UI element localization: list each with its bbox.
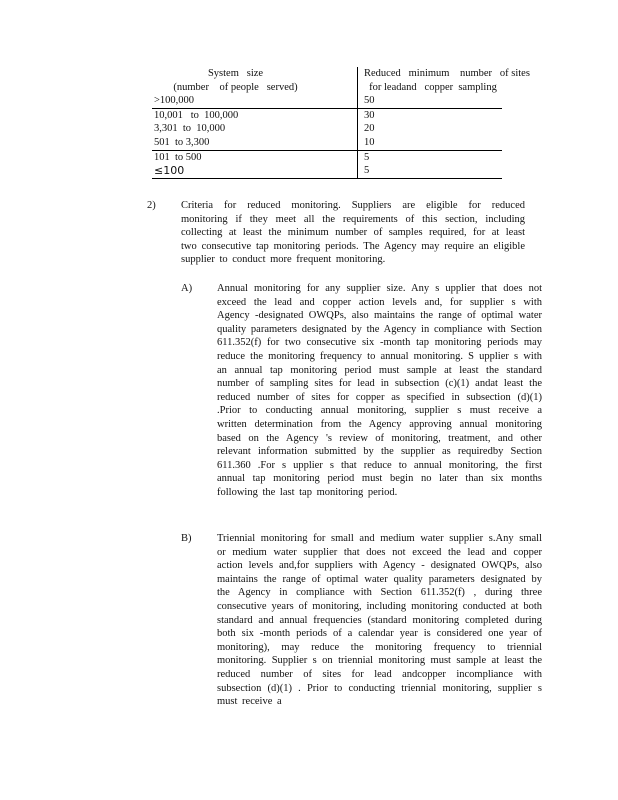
subitem-label-a: A) [181, 283, 193, 294]
system-size-cell: 3,301 to 10,000 [154, 123, 226, 135]
header-system-size [152, 67, 357, 94]
annual-monitoring-paragraph: Annual monitoring for any supplier size. Any s upplier that does not exceed the lead and copper action levels and, for supplier s with Agency -designated OWQPs, also maintains the range of optimal water quality parameters designated by the Agency in compliance with Section 611.352(f) for two consecutive six -month tap monitoring periods may reduce the monitoring frequency to annual monitoring. S upplier s with an annual tap monitoring period must sample at least the standard number of sampling sites for lead in subsection (c)(1) andat least the reduced number of sites for copper as specified in subsection (d)(1) .Prior to conducting annual monitoring, supplier s must receive a written determination from the Agency approving annual monitoring based on the Agency 's review of monitoring, treatment, and other relevant information submitted by the supplier as requiredby Section 611.360 .For s upplier s that reduce to annual monitoring, the first annual tap monitoring period must begin no later than six months following the last tap monitoring period. [217, 283, 542, 498]
subitem-label-b: B) [181, 533, 192, 544]
sites-cell: 30 [357, 109, 502, 123]
table-row [152, 164, 502, 179]
sampling-sites-table [152, 67, 530, 179]
table-row [152, 122, 502, 136]
triennial-monitoring-paragraph: Triennial monitoring for small and medium water supplier s.Any small or medium water supplier that does not exceed the lead and copper action levels and,for suppliers with Agency - designated OWQPs, also maintains the range of optimal water quality parameters designated by the Agency in compliance with Section 611.352(f) , during three consecutive years of monitoring, including monitoring conducted at both standard and annual frequencies (standard monitoring completed during both six -month periods of a calendar year is considered one year of monitoring), may reduce the monitoring frequency to triennial monitoring. Supplier s on triennial monitoring must sample at least the reduced number of sites for lead andcopper incompliance with subsection (d)(1) . Prior to conducting triennial monitoring, supplier s must receive a [217, 533, 542, 708]
sites-cell: 5 [357, 151, 502, 165]
system-size-cell: 101 to 500 [154, 151, 202, 163]
header-right-line-2: for leadand copper sampling [369, 81, 497, 93]
system-size-cell: 501 to 3,300 [154, 136, 210, 148]
system-size-cell: 10,001 to 100,000 [154, 109, 239, 121]
criteria-paragraph: Criteria for reduced monitoring. Suppliers are eligible for reduced monitoring if they meet all the requirements of this section, including collecting at least the minimum number of samples required, for at least two consecutive tap monitoring periods. The Agency may require an eligible supplier to conduct more frequent monitoring. [181, 200, 525, 266]
header-right-line-1: Reduced minimum number of sites [364, 68, 530, 79]
table-row [152, 136, 502, 150]
system-size-cell: ≤100 [154, 164, 185, 178]
header-left-line-2: (number of people served) [173, 81, 298, 93]
table-row [152, 94, 502, 108]
header-reduced-sites [357, 67, 530, 94]
system-size-cell: >100,000 [154, 95, 195, 107]
header-left-line-1: System size [207, 68, 264, 79]
table-header-row [152, 67, 530, 94]
sites-cell: 20 [357, 122, 502, 136]
item-number: 2) [147, 200, 156, 211]
sites-cell: 50 [357, 94, 502, 108]
sites-cell: 10 [357, 136, 502, 150]
table-row [152, 150, 502, 165]
sites-cell: 5 [357, 164, 502, 178]
table-row [152, 108, 502, 123]
